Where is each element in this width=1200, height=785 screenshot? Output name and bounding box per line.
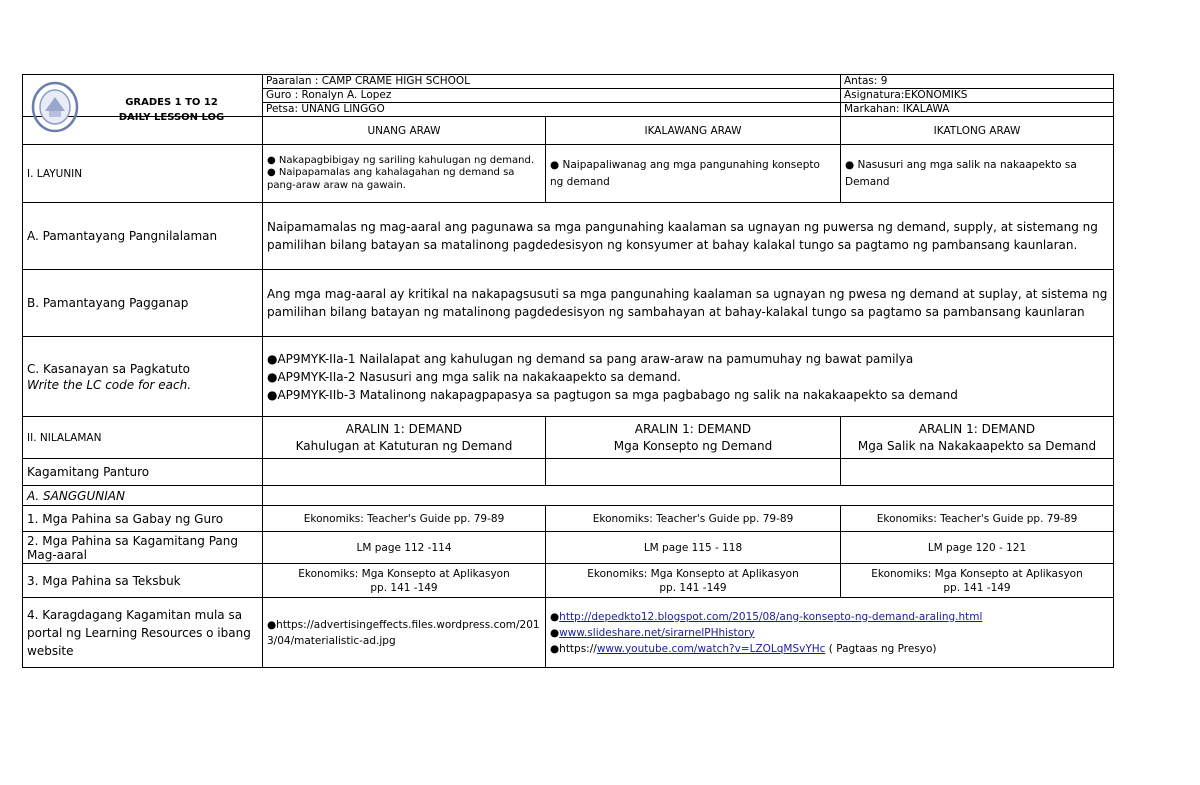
quarter-field: Markahan: IKALAWA	[841, 103, 1114, 117]
gabay-label: 1. Mga Pahina sa Gabay ng Guro	[23, 506, 263, 532]
kasanayan-sublabel: Write the LC code for each.	[27, 377, 192, 392]
teksbuk-day2-pages: pp. 141 -149	[659, 581, 727, 594]
kasanayan-item: ●AP9MYK-IIa-2 Nasusuri ang mga salik na nakakaapekto sa demand.	[267, 369, 681, 384]
school-field: Paaralan : CAMP CRAME HIGH SCHOOL	[263, 75, 841, 89]
nilalaman-day2	[546, 417, 841, 459]
daily-lesson-log-table	[22, 74, 1114, 668]
day-header-3: IKATLONG ARAW	[841, 117, 1114, 145]
layunin-label: I. LAYUNIN	[23, 145, 263, 203]
layunin-day1	[263, 145, 546, 203]
pagganap-text: Ang mga mag-aaral ay kritikal na nakapagsusuti sa mga pangunahing kaalaman sa ugnayan ng pwesa ng demand at suplay, at sistema ng pamilihan bilang batayan ng matalinong pagdedesisyon ng sambahayan at bahay-kalakal tungo sa pagtamo sa pambansang kaunlaran	[263, 270, 1114, 337]
lm-day3: LM page 120 - 121	[841, 532, 1114, 564]
resource-link[interactable]: http://depedkto12.blogspot.com/2015/08/ang-konsepto-ng-demand-araling.html	[559, 610, 983, 623]
nilalaman-day1	[263, 417, 546, 459]
kagamitan-day2	[546, 459, 841, 486]
sanggunian-blank	[263, 486, 1114, 506]
sanggunian-label: A. SANGGUNIAN	[23, 486, 263, 506]
link-suffix: ( Pagtaas ng Presyo)	[825, 642, 937, 655]
teksbuk-day1-pages: pp. 141 -149	[370, 581, 438, 594]
teksbuk-day2	[546, 564, 841, 598]
layunin-day1-item: ● Nakapagbibigay ng sariling kahulugan ng demand.	[267, 154, 535, 166]
teksbuk-day3	[841, 564, 1114, 598]
header-logo-cell	[23, 75, 263, 123]
teksbuk-day3-title: Ekonomiks: Mga Konsepto at Aplikasyon	[871, 567, 1083, 580]
teksbuk-label: 3. Mga Pahina sa Teksbuk	[23, 564, 263, 598]
lm-day2: LM page 115 - 118	[546, 532, 841, 564]
kasanayan-item: ●AP9MYK-IIb-3 Matalinong nakapagpapasya sa pagtugon sa mga pagbabago ng salik na nakakaapekto sa demand	[267, 387, 958, 402]
day-header-1: UNANG ARAW	[263, 117, 546, 145]
kagamitan-day1	[263, 459, 546, 486]
teksbuk-day3-pages: pp. 141 -149	[943, 581, 1011, 594]
layunin-day1-item: ● Naipapamalas ang kahalagahan ng demand sa pang-araw araw na gawain.	[267, 167, 515, 191]
kasanayan-label	[23, 337, 263, 417]
gabay-day3: Ekonomiks: Teacher's Guide pp. 79-89	[841, 506, 1114, 532]
nilalaman-day3-title: ARALIN 1: DEMAND	[918, 421, 1036, 436]
lm-label: 2. Mga Pahina sa Kagamitang Pang Mag-aaral	[23, 532, 263, 564]
grades-label: GRADES 1 TO 12	[125, 97, 218, 108]
pagganap-label: B. Pamantayang Pagganap	[23, 270, 263, 337]
resource-link[interactable]: www.youtube.com/watch?v=LZOLqMSvYHc	[596, 642, 826, 655]
grade-level-field: Antas: 9	[841, 75, 1114, 89]
nilalaman-day1-title: ARALIN 1: DEMAND	[345, 421, 463, 436]
karagdagan-links	[546, 598, 1114, 668]
day-header-2: IKALAWANG ARAW	[546, 117, 841, 145]
layunin-day3: ● Nasusuri ang mga salik na nakaapekto sa Demand	[841, 145, 1114, 203]
karagdagan-day1: ●https://advertisingeffects.files.wordpress.com/2013/04/materialistic-ad.jpg	[263, 598, 546, 668]
kagamitan-day3	[841, 459, 1114, 486]
teksbuk-day1-title: Ekonomiks: Mga Konsepto at Aplikasyon	[298, 567, 510, 580]
kasanayan-items	[263, 337, 1114, 417]
nilalaman-day1-topic: Kahulugan at Katuturan ng Demand	[295, 438, 513, 453]
teksbuk-day2-title: Ekonomiks: Mga Konsepto at Aplikasyon	[587, 567, 799, 580]
teksbuk-day1	[263, 564, 546, 598]
resource-link-item	[550, 641, 1109, 657]
pangnilalaman-text: Naipamamalas ng mag-aaral ang pagunawa sa mga pangunahing kaalaman sa ugnayan ng puwersa ng demand, supply, at sistemang ng pamilihan bilang batayan sa matalinong pagdedesisyon ng konsyumer at bahay kalakal tungo sa pagtamo ng pambansang kaunlaran.	[263, 203, 1114, 270]
lm-day1: LM page 112 -114	[263, 532, 546, 564]
date-field: Petsa: UNANG LINGGO	[263, 103, 841, 117]
layunin-day2: ● Naipapaliwanag ang mga pangunahing konsepto ng demand	[546, 145, 841, 203]
subject-field: Asignatura:EKONOMIKS	[841, 89, 1114, 103]
nilalaman-day2-topic: Mga Konsepto ng Demand	[613, 438, 773, 453]
nilalaman-day3-topic: Mga Salik na Nakakaapekto sa Demand	[857, 438, 1097, 453]
gabay-day1: Ekonomiks: Teacher's Guide pp. 79-89	[263, 506, 546, 532]
link-bullet: ●	[550, 610, 560, 623]
kasanayan-title: C. Kasanayan sa Pagkatuto	[27, 361, 190, 376]
teacher-field: Guro : Ronalyn A. Lopez	[263, 89, 841, 103]
log-title: DAILY LESSON LOG	[118, 112, 225, 123]
grades-title	[87, 95, 256, 125]
resource-link-item	[550, 625, 1109, 641]
pangnilalaman-label: A. Pamantayang Pangnilalaman	[23, 203, 263, 270]
nilalaman-day2-title: ARALIN 1: DEMAND	[634, 421, 752, 436]
gabay-day2: Ekonomiks: Teacher's Guide pp. 79-89	[546, 506, 841, 532]
kagamitan-label: Kagamitang Panturo	[23, 459, 263, 486]
karagdagan-label: 4. Karagdagang Kagamitan mula sa portal ng Learning Resources o ibang website	[23, 598, 263, 668]
nilalaman-day3	[841, 417, 1114, 459]
resource-link-item	[550, 609, 1109, 625]
nilalaman-label: II. NILALAMAN	[23, 417, 263, 459]
link-bullet: ●https://	[550, 642, 597, 655]
resource-link[interactable]: www.slideshare.net/sirarnelPHhistory	[559, 626, 755, 639]
link-bullet: ●	[550, 626, 560, 639]
kasanayan-item: ●AP9MYK-IIa-1 Nailalapat ang kahulugan ng demand sa pang araw-araw na pamumuhay ng bawat pamilya	[267, 351, 914, 366]
